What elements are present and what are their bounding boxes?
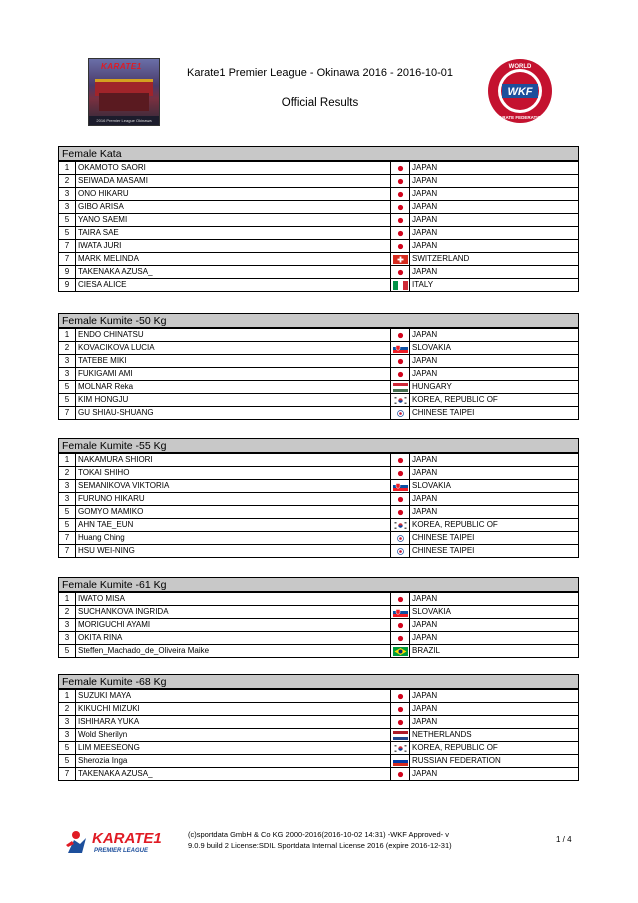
flag-cell [391, 279, 410, 292]
japan-flag-icon [393, 621, 408, 630]
athlete-name-cell: IWATO MISA [76, 593, 391, 606]
flag-cell [391, 454, 410, 467]
country-cell: JAPAN [410, 768, 579, 781]
country-cell: CHINESE TAIPEI [410, 407, 579, 420]
rank-cell: 2 [59, 467, 76, 480]
flag-cell [391, 690, 410, 703]
rank-cell: 1 [59, 329, 76, 342]
country-cell: JAPAN [410, 266, 579, 279]
result-row [59, 279, 579, 292]
country-cell: JAPAN [410, 240, 579, 253]
result-row [59, 467, 579, 480]
result-row [59, 742, 579, 755]
country-cell: HUNGARY [410, 381, 579, 394]
result-row [59, 619, 579, 632]
switzerland-flag-icon [393, 255, 408, 264]
result-row [59, 188, 579, 201]
rank-cell: 7 [59, 407, 76, 420]
page-subtitle: Official Results [281, 97, 359, 109]
country-cell: SLOVAKIA [410, 480, 579, 493]
country-cell: JAPAN [410, 716, 579, 729]
country-cell: JAPAN [410, 454, 579, 467]
country-cell: JAPAN [410, 329, 579, 342]
result-row [59, 506, 579, 519]
country-cell: NETHERLANDS [410, 729, 579, 742]
rank-cell: 3 [59, 619, 76, 632]
flag-cell [391, 703, 410, 716]
japan-flag-icon [393, 268, 408, 277]
japan-flag-icon [393, 718, 408, 727]
athlete-name-cell: OKITA RINA [76, 632, 391, 645]
athlete-name-cell: SEIWADA MASAMI [76, 175, 391, 188]
rank-cell: 3 [59, 716, 76, 729]
country-cell: JAPAN [410, 467, 579, 480]
athlete-name-cell: LIM MEESEONG [76, 742, 391, 755]
rank-cell: 1 [59, 690, 76, 703]
flag-cell [391, 593, 410, 606]
rank-cell: 3 [59, 632, 76, 645]
flag-cell [391, 742, 410, 755]
result-row [59, 545, 579, 558]
country-cell: SLOVAKIA [410, 606, 579, 619]
athlete-name-cell: GIBO ARISA [76, 201, 391, 214]
result-row [59, 381, 579, 394]
athlete-name-cell: SUCHANKOVA INGRIDA [76, 606, 391, 619]
flag-cell [391, 632, 410, 645]
rank-cell: 1 [59, 454, 76, 467]
athlete-name-cell: TOKAI SHIHO [76, 467, 391, 480]
flag-cell [391, 329, 410, 342]
flag-cell [391, 214, 410, 227]
rank-cell: 5 [59, 645, 76, 658]
chinese-taipei-flag-icon [393, 534, 408, 543]
result-row [59, 480, 579, 493]
country-cell: CHINESE TAIPEI [410, 532, 579, 545]
rank-cell: 3 [59, 355, 76, 368]
athlete-name-cell: Wold Sherilyn [76, 729, 391, 742]
country-cell: JAPAN [410, 632, 579, 645]
country-cell: ITALY [410, 279, 579, 292]
japan-flag-icon [393, 203, 408, 212]
result-row [59, 342, 579, 355]
flag-cell [391, 506, 410, 519]
athlete-name-cell: SUZUKI MAYA [76, 690, 391, 703]
rank-cell: 7 [59, 532, 76, 545]
rank-cell: 3 [59, 729, 76, 742]
section-title: Female Kumite -50 Kg [58, 313, 579, 328]
country-cell: JAPAN [410, 703, 579, 716]
slovakia-flag-icon [393, 482, 408, 491]
italy-flag-icon [393, 281, 408, 290]
result-row [59, 266, 579, 279]
japan-flag-icon [393, 357, 408, 366]
flag-cell [391, 368, 410, 381]
event-poster-logo [88, 58, 160, 126]
country-cell: JAPAN [410, 368, 579, 381]
athlete-name-cell: ISHIHARA YUKA [76, 716, 391, 729]
rank-cell: 3 [59, 201, 76, 214]
flag-cell [391, 201, 410, 214]
results-section [58, 577, 579, 658]
result-row [59, 240, 579, 253]
athlete-name-cell: FUKIGAMI AMI [76, 368, 391, 381]
rank-cell: 2 [59, 703, 76, 716]
flag-cell [391, 240, 410, 253]
result-row [59, 645, 579, 658]
athlete-name-cell: CIESA ALICE [76, 279, 391, 292]
rank-cell: 5 [59, 214, 76, 227]
flag-cell [391, 227, 410, 240]
footer-line-1: (c)sportdata GmbH & Co KG 2000-2016(2016-10-02 14:31) -WKF Approved- v [188, 830, 449, 839]
page-title: Karate1 Premier League - Okinawa 2016 - 2016-10-01 [187, 67, 453, 79]
athlete-name-cell: TAKENAKA AZUSA_ [76, 266, 391, 279]
result-row [59, 355, 579, 368]
flag-cell [391, 342, 410, 355]
rank-cell: 5 [59, 742, 76, 755]
flag-cell [391, 253, 410, 266]
brazil-flag-icon [393, 647, 408, 656]
flag-cell [391, 480, 410, 493]
rank-cell: 2 [59, 342, 76, 355]
result-row [59, 690, 579, 703]
rank-cell: 9 [59, 266, 76, 279]
result-row [59, 729, 579, 742]
result-row [59, 368, 579, 381]
rank-cell: 5 [59, 394, 76, 407]
flag-cell [391, 162, 410, 175]
result-row [59, 201, 579, 214]
russia-flag-icon [393, 757, 408, 766]
japan-flag-icon [393, 705, 408, 714]
country-cell: JAPAN [410, 593, 579, 606]
country-cell: JAPAN [410, 619, 579, 632]
result-row [59, 606, 579, 619]
chinese-taipei-flag-icon [393, 409, 408, 418]
athlete-name-cell: Sherozia Inga [76, 755, 391, 768]
athlete-name-cell: MARK MELINDA [76, 253, 391, 266]
slovakia-flag-icon [393, 608, 408, 617]
rank-cell: 1 [59, 593, 76, 606]
japan-flag-icon [393, 692, 408, 701]
footer-copyright [188, 829, 478, 851]
result-row [59, 768, 579, 781]
results-section [58, 674, 579, 781]
athlete-name-cell: HSU WEI-NING [76, 545, 391, 558]
result-row [59, 162, 579, 175]
country-cell: BRAZIL [410, 645, 579, 658]
athlete-name-cell: GU SHIAU-SHUANG [76, 407, 391, 420]
country-cell: JAPAN [410, 201, 579, 214]
country-cell: JAPAN [410, 188, 579, 201]
result-row [59, 407, 579, 420]
results-section [58, 313, 579, 420]
athlete-name-cell: SEMANIKOVA VIKTORIA [76, 480, 391, 493]
japan-flag-icon [393, 370, 408, 379]
flag-cell [391, 755, 410, 768]
rank-cell: 1 [59, 162, 76, 175]
footer-logo-brand: KARATE1 [92, 830, 162, 847]
netherlands-flag-icon [393, 731, 408, 740]
flag-cell [391, 645, 410, 658]
athlete-name-cell: KOVACIKOVA LUCIA [76, 342, 391, 355]
hungary-flag-icon [393, 383, 408, 392]
page-number: 1 / 4 [556, 835, 572, 844]
chinese-taipei-flag-icon [393, 547, 408, 556]
country-cell: JAPAN [410, 162, 579, 175]
result-row [59, 253, 579, 266]
result-row [59, 329, 579, 342]
japan-flag-icon [393, 177, 408, 186]
flag-cell [391, 606, 410, 619]
footer-logo-sub: PREMIER LEAGUE [94, 848, 149, 854]
result-row [59, 532, 579, 545]
footer-line-2: 9.0.9 build 2 License:SDIL Sportdata Internal License 2016 (expire 2016-12-31) [188, 841, 452, 850]
result-row [59, 519, 579, 532]
athlete-name-cell: KIM HONGJU [76, 394, 391, 407]
athlete-name-cell: NAKAMURA SHIORI [76, 454, 391, 467]
flag-cell [391, 467, 410, 480]
country-cell: JAPAN [410, 506, 579, 519]
athlete-name-cell: YANO SAEMI [76, 214, 391, 227]
rank-cell: 2 [59, 175, 76, 188]
japan-flag-icon [393, 331, 408, 340]
result-row [59, 493, 579, 506]
result-row [59, 755, 579, 768]
athlete-name-cell: ONO HIKARU [76, 188, 391, 201]
japan-flag-icon [393, 164, 408, 173]
result-row [59, 214, 579, 227]
rank-cell: 7 [59, 253, 76, 266]
athlete-name-cell: MORIGUCHI AYAMI [76, 619, 391, 632]
japan-flag-icon [393, 242, 408, 251]
country-cell: KOREA, REPUBLIC OF [410, 742, 579, 755]
results-section [58, 146, 579, 292]
japan-flag-icon [393, 469, 408, 478]
japan-flag-icon [393, 495, 408, 504]
rank-cell: 3 [59, 493, 76, 506]
castle-base-graphic [99, 93, 149, 111]
flag-cell [391, 394, 410, 407]
rank-cell: 7 [59, 768, 76, 781]
result-row [59, 632, 579, 645]
flag-cell [391, 266, 410, 279]
flag-cell [391, 493, 410, 506]
country-cell: KOREA, REPUBLIC OF [410, 519, 579, 532]
poster-brand-text: KARATE1 [101, 62, 142, 71]
wkf-logo-bottom-text: KARATE FEDERATION [495, 115, 545, 120]
athlete-name-cell: Huang Ching [76, 532, 391, 545]
rank-cell: 3 [59, 188, 76, 201]
poster-caption: 2016 Premier League Okinawa [89, 116, 159, 125]
country-cell: RUSSIAN FEDERATION [410, 755, 579, 768]
country-cell: JAPAN [410, 355, 579, 368]
athlete-name-cell: OKAMOTO SAORI [76, 162, 391, 175]
korea-flag-icon [393, 521, 408, 530]
korea-flag-icon [393, 744, 408, 753]
flag-cell [391, 532, 410, 545]
athlete-name-cell: TAKENAKA AZUSA_ [76, 768, 391, 781]
country-cell: CHINESE TAIPEI [410, 545, 579, 558]
japan-flag-icon [393, 456, 408, 465]
flag-cell [391, 729, 410, 742]
rank-cell: 5 [59, 381, 76, 394]
flag-cell [391, 768, 410, 781]
athlete-name-cell: KIKUCHI MIZUKI [76, 703, 391, 716]
flag-cell [391, 381, 410, 394]
country-cell: KOREA, REPUBLIC OF [410, 394, 579, 407]
result-row [59, 593, 579, 606]
country-cell: JAPAN [410, 690, 579, 703]
wkf-logo-top-text: WORLD [508, 64, 532, 70]
athlete-name-cell: TATEBE MIKI [76, 355, 391, 368]
karate1-premier-league-logo [62, 823, 177, 857]
athlete-name-cell: GOMYO MAMIKO [76, 506, 391, 519]
rank-cell: 2 [59, 606, 76, 619]
result-row [59, 716, 579, 729]
flag-cell [391, 716, 410, 729]
country-cell: JAPAN [410, 175, 579, 188]
rank-cell: 3 [59, 480, 76, 493]
rank-cell: 5 [59, 519, 76, 532]
rank-cell: 5 [59, 227, 76, 240]
country-cell: JAPAN [410, 214, 579, 227]
flag-cell [391, 519, 410, 532]
country-cell: SLOVAKIA [410, 342, 579, 355]
athlete-name-cell: AHN TAE_EUN [76, 519, 391, 532]
japan-flag-icon [393, 190, 408, 199]
rank-cell: 7 [59, 545, 76, 558]
athlete-name-cell: IWATA JURI [76, 240, 391, 253]
japan-flag-icon [393, 216, 408, 225]
results-section [58, 438, 579, 558]
athlete-name-cell: FURUNO HIKARU [76, 493, 391, 506]
result-row [59, 703, 579, 716]
wkf-logo-center-text: WKF [507, 86, 533, 98]
country-cell: JAPAN [410, 493, 579, 506]
athlete-name-cell: MOLNAR Reka [76, 381, 391, 394]
section-title: Female Kumite -55 Kg [58, 438, 579, 453]
flag-cell [391, 175, 410, 188]
rank-cell: 9 [59, 279, 76, 292]
japan-flag-icon [393, 229, 408, 238]
flag-cell [391, 188, 410, 201]
korea-flag-icon [393, 396, 408, 405]
result-row [59, 227, 579, 240]
athlete-name-cell: TAIRA SAE [76, 227, 391, 240]
flag-cell [391, 407, 410, 420]
result-row [59, 175, 579, 188]
japan-flag-icon [393, 595, 408, 604]
country-cell: SWITZERLAND [410, 253, 579, 266]
athlete-name-cell: Steffen_Machado_de_Oliveira Maike [76, 645, 391, 658]
rank-cell: 5 [59, 755, 76, 768]
result-row [59, 454, 579, 467]
section-title: Female Kumite -61 Kg [58, 577, 579, 592]
flag-cell [391, 545, 410, 558]
japan-flag-icon [393, 770, 408, 779]
wkf-logo [487, 58, 553, 124]
section-title: Female Kata [58, 146, 579, 161]
athlete-name-cell: ENDO CHINATSU [76, 329, 391, 342]
country-cell: JAPAN [410, 227, 579, 240]
rank-cell: 5 [59, 506, 76, 519]
rank-cell: 3 [59, 368, 76, 381]
slovakia-flag-icon [393, 344, 408, 353]
rank-cell: 7 [59, 240, 76, 253]
result-row [59, 394, 579, 407]
section-title: Female Kumite -68 Kg [58, 674, 579, 689]
flag-cell [391, 355, 410, 368]
japan-flag-icon [393, 634, 408, 643]
flag-cell [391, 619, 410, 632]
japan-flag-icon [393, 508, 408, 517]
